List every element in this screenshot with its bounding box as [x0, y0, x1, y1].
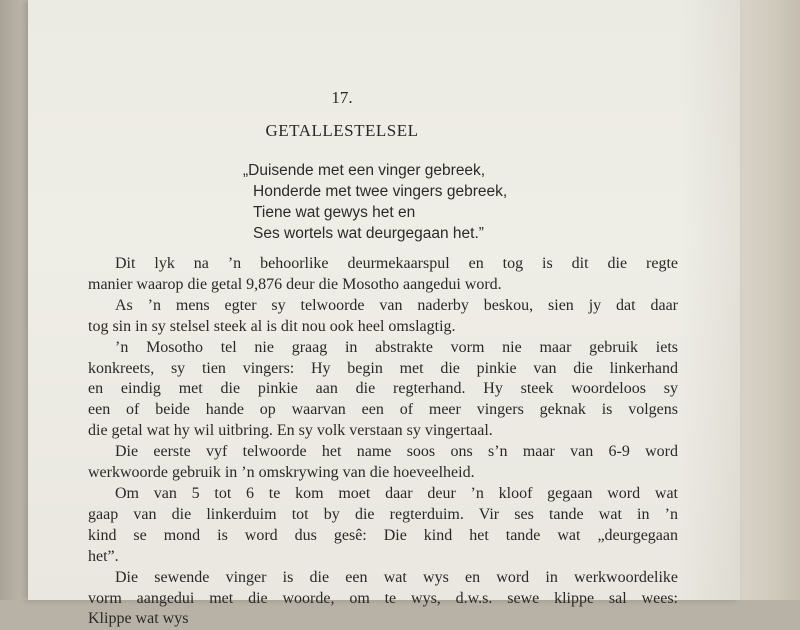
text-line: Dit lyk na ’n behoorlike deurmekaarspul en tog is dit die regte	[115, 255, 678, 272]
page-shadow	[680, 0, 740, 600]
epigraph-poem	[243, 160, 623, 244]
body-text	[88, 254, 678, 630]
text-line: Klippe wat wys	[88, 610, 189, 628]
text-line: werkwoorde gebruik in ’n omskrywing van die hoeveelheid.	[88, 464, 475, 482]
text-line: tog sin in sy stelsel steek al is dit nou ook heel omslagtig.	[88, 317, 456, 335]
text-line: manier waarop die getal 9,876 deur die Mosotho aangedui word.	[88, 275, 502, 293]
poem-line: „Duisende met een vinger gebreek,	[243, 162, 486, 179]
text-line: Die eerste vyf telwoorde het name soos ons s’n maar van 6-9 word	[115, 443, 678, 461]
text-line: een of beide hande op waarvan een of meer vingers geknak is volgens	[88, 401, 678, 419]
chapter-title: GETALLESTELSEL	[265, 121, 419, 140]
text-line: die getal wat hy wil uitbring. En sy volk verstaan sy vingertaal.	[88, 422, 493, 440]
poem-line: Ses wortels wat deurgegaan het.”	[253, 225, 484, 242]
text-line: gaap van die linkerduim tot by die regterduim. Vir ses tande wat in ’n	[88, 505, 678, 523]
text-line: Die sewende vinger is die een wat wys en word in werkwoordelike	[115, 568, 678, 586]
text-line: vorm aangedui met die woorde, om te wys, d.w.s. sewe klippe sal wees:	[88, 589, 678, 607]
poem-line: Honderde met twee vingers gebreek,	[253, 183, 508, 200]
facing-page-edge	[740, 0, 800, 600]
text-line: konkreets, sy tien vingers: Hy begin met die pinkie van die linkerhand	[88, 359, 678, 377]
text-line: Om van 5 tot 6 te kom moet daar deur ’n kloof gegaan word wat	[115, 484, 678, 502]
chapter-number: 17.	[331, 88, 353, 107]
text-line: en eindig met die pinkie aan die regterhand. Hy steek woordeloos sy	[88, 380, 678, 398]
poem-line: Tiene wat gewys het en	[253, 204, 416, 221]
text-line: As ’n mens egter sy telwoorde van naderby beskou, sien jy dat daar	[115, 296, 678, 314]
text-line: het”.	[88, 547, 119, 565]
text-line: kind se mond is word dus gesê: Die kind het tande wat „deurgegaan	[88, 526, 678, 544]
text-line: ’n Mosotho tel nie graag in abstrakte vorm nie maar gebruik iets	[115, 338, 678, 356]
